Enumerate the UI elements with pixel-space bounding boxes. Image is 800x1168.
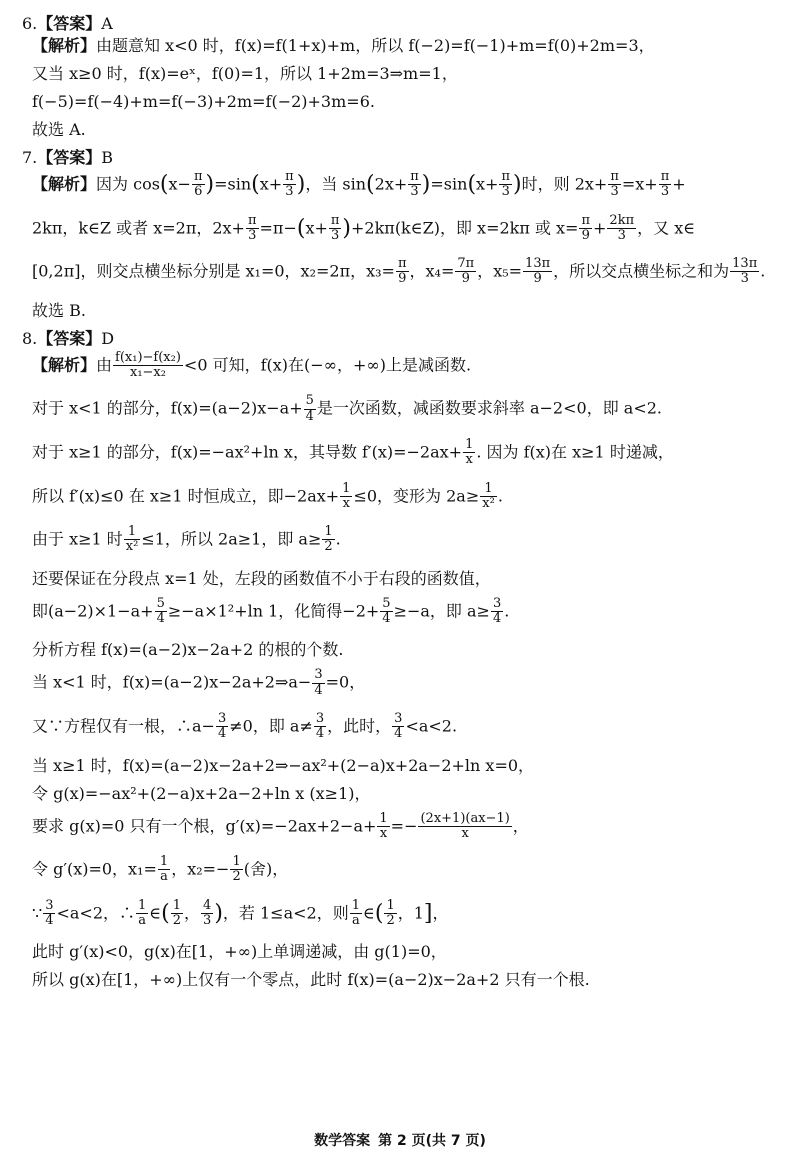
frac-13pi-9: $\frac{13\pi}{9}$ [525, 256, 551, 287]
frac-7pi-9: $\frac{7\pi}{9}$ [457, 256, 475, 287]
frac-13pi-3: $\frac{13\pi}{3}$ [732, 256, 758, 287]
q8-line-14: 令 g′(x)=0，x₁= $\frac{1}{a}$ ，x₂=− $\frac{1}{2}$ (舍)， [32, 854, 289, 885]
frac-pi-6: $\frac{\pi}{6}$ [193, 169, 203, 200]
frac-1-x: $\frac{1}{x}$ [379, 810, 388, 841]
q6-line-2: 又当 x≥0 时，f(x)=eˣ，f(0)=1，所以 1+2m=3⇒m=1， [32, 64, 458, 83]
q6-answer-line: 6.【答案】A [22, 14, 113, 33]
q8-line-2: 对于 x<1 的部分，f(x)=(a−2)x−a+ $\frac{5}{4}$ 是一次函数，减函数要求斜率 a−2<0，即 a<2. [32, 393, 662, 424]
q8-line-5: 由于 x≥1 时 $\frac{1}{\text{x²}}$ ≤1，所以 2a≥1，即 a≥ $\frac{1}{2}$ . [32, 524, 341, 555]
q6-line-1: 【解析】由题意知 x<0 时，f(x)=f(1+x)+m，所以 f(−2)=f(−1)+m=f(0)+2m=3， [32, 36, 655, 55]
frac-pi-3: $\frac{\pi}{3}$ [501, 169, 511, 200]
q8-line-17: 所以 g(x)在[1，+∞)上仅有一个零点，此时 f(x)=(a−2)x−2a+2 只有一个根. [32, 970, 590, 990]
q7-line-1: 【解析】因为 cos(x− $\frac{\pi}{6}$ )=sin(x+ $\frac{\pi}{3}$ )，当 sin(2x+ $\frac{\pi}{3}$ )=sin(x+ $\frac{\pi}{3}$ )时，则 2x+ $\frac{\pi}{3}$ =x+ $\frac{\pi}{3}$ + [32, 169, 686, 200]
q8-line-10: 又∵方程仅有一根，∴a− $\frac{3}{4}$ ≠0，即 a≠ $\frac{3}{4}$ ，此时， $\frac{3}{4}$ <a<2. [32, 710, 458, 742]
page-footer [0, 1130, 800, 1150]
q6-line-3: f(−5)=f(−4)+m=f(−3)+2m=f(−2)+3m=6. [32, 92, 375, 111]
frac-5-4: $\frac{5}{4}$ [305, 393, 314, 424]
frac-3-4: $\frac{3}{4}$ [315, 710, 325, 742]
frac-1-a: $\frac{1}{a}$ [351, 897, 360, 929]
frac-1-x: $\frac{1}{x}$ [465, 436, 474, 468]
frac-pi-3: $\frac{\pi}{3}$ [660, 169, 670, 200]
frac-pi-9: $\frac{\pi}{9}$ [397, 256, 407, 287]
frac-1-x: $\frac{1}{x}$ [342, 480, 351, 511]
q8-line-11: 当 x≥1 时，f(x)=(a−2)x−2a+2⇒−ax²+(2−a)x+2a−2+ln x=0， [32, 755, 535, 775]
q8-line-13: 要求 g(x)=0 只有一个根，g′(x)=−2ax+2−a+ $\frac{1}{x}$ =− $\frac{(2x+1)(ax-1)}{x}$ ， [32, 810, 529, 841]
frac-3-4: $\frac{3}{4}$ [394, 710, 403, 742]
frac-pi-9: $\frac{\pi}{9}$ [581, 212, 591, 243]
footer-subject: 数学答案 [314, 1133, 371, 1149]
frac-1-a: $\frac{1}{a}$ [138, 897, 147, 929]
frac-pi-3: $\frac{\pi}{3}$ [610, 169, 619, 200]
footer-page-number: 第 2 页(共 7 页) [378, 1133, 486, 1149]
q8-line-4: 所以 f′(x)≤0 在 x≥1 时恒成立，即−2ax+ $\frac{1}{x}$ ≤0，变形为 2a≥ $\frac{1}{\text{x²}}$ . [32, 480, 503, 511]
q8-line-16: 此时 g′(x)<0，g(x)在[1，+∞)上单调递减，由 g(1)=0， [32, 942, 447, 962]
frac-1-x2: $\frac{1}{\text{x²}}$ [125, 524, 139, 555]
q6-line-4: 故选 A. [32, 120, 86, 139]
q8-line-8: 分析方程 f(x)=(a−2)x−2a+2 的根的个数. [32, 640, 344, 660]
frac-1-x2: $\frac{1}{\text{x²}}$ [482, 480, 495, 511]
q8-line-9: 当 x<1 时，f(x)=(a−2)x−2a+2⇒a− $\frac{3}{4}$ =0， [32, 667, 366, 698]
frac-2kpi-3: $\frac{2k\pi}{3}$ [609, 212, 635, 243]
frac-3-4: $\frac{3}{4}$ [217, 710, 227, 742]
frac-4-3: $\frac{4}{3}$ [203, 897, 212, 929]
q8-line-1: 【解析】由 $\frac{\text{f(x₁)−f(x₂)}}{\text{x₁−x₂}}$ <0 可知，f(x)在(−∞，+∞)上是减函数. [32, 349, 472, 381]
q7-line-3: [0,2π]，则交点横坐标分别是 x₁=0，x₂=2π，x₃= $\frac{\pi}{9}$ ，x₄= $\frac{7\pi}{9}$ ，x₅= $\frac{13\pi}{9}$ ，所以交点横坐标之和为 $\frac{13\pi}{3}$ . [32, 256, 766, 287]
q8-line-12: 令 g(x)=−ax²+(2−a)x+2a−2+ln x (x≥1)， [32, 783, 371, 803]
frac-diff-quotient: $\frac{\text{f(x₁)−f(x₂)}}{\text{x₁−x₂}}$ [115, 349, 181, 381]
frac-5-4: $\frac{5}{4}$ [156, 595, 165, 627]
frac-1-2: $\frac{1}{2}$ [172, 897, 182, 929]
frac-1-2: $\frac{1}{2}$ [232, 854, 241, 885]
frac-gprime: $\frac{(2x+1)(ax-1)}{x}$ [420, 810, 510, 841]
frac-1-a: $\frac{1}{a}$ [159, 854, 169, 885]
frac-pi-3: $\frac{\pi}{3}$ [285, 169, 294, 200]
frac-1-2: $\frac{1}{2}$ [386, 897, 395, 929]
frac-3-4: $\frac{3}{4}$ [492, 595, 502, 627]
frac-pi-3: $\frac{\pi}{3}$ [410, 169, 419, 200]
frac-5-4: $\frac{5}{4}$ [382, 595, 391, 627]
q7-line-4: 故选 B. [32, 300, 86, 320]
q8-line-6: 还要保证在分段点 x=1 处，左段的函数值不小于右段的函数值， [32, 568, 491, 588]
q7-answer-line: 7.【答案】B [22, 148, 114, 167]
q8-answer-line: 8.【答案】D [22, 328, 115, 348]
frac-pi-3: $\frac{\pi}{3}$ [330, 212, 340, 243]
frac-1-2: $\frac{1}{2}$ [324, 524, 333, 555]
frac-3-4: $\frac{3}{4}$ [314, 667, 323, 698]
frac-pi-3: $\frac{\pi}{3}$ [247, 212, 257, 243]
q8-line-3: 对于 x≥1 的部分，f(x)=−ax²+ln x，其导数 f′(x)=−2ax+ $\frac{1}{x}$ . 因为 f(x)在 x≥1 时递减， [32, 436, 674, 468]
q7-line-2: 2kπ，k∈Z 或者 x=2π，2x+ $\frac{\pi}{3}$ =π−(x+ $\frac{\pi}{3}$ )+2kπ(k∈Z)，即 x=2kπ 或 x= $\frac{\pi}{9}$ + $\frac{2k\pi}{3}$ ，又 x∈ [32, 212, 696, 243]
q8-line-7: 即(a−2)×1−a+ $\frac{5}{4}$ ≥−a×1²+ln 1，化简得−2+ $\frac{5}{4}$ ≥−a，即 a≥ $\frac{3}{4}$ . [32, 595, 510, 627]
q8-line-15: ∵ $\frac{3}{4}$ <a<2，∴ $\frac{1}{a}$ ∈( $\frac{1}{2}$ ， $\frac{4}{3}$ )，若 1≤a<2，则 $\frac{1}{a}$ ∈( $\frac{1}{2}$ ，1]， [32, 897, 449, 929]
frac-3-4: $\frac{3}{4}$ [45, 897, 54, 929]
